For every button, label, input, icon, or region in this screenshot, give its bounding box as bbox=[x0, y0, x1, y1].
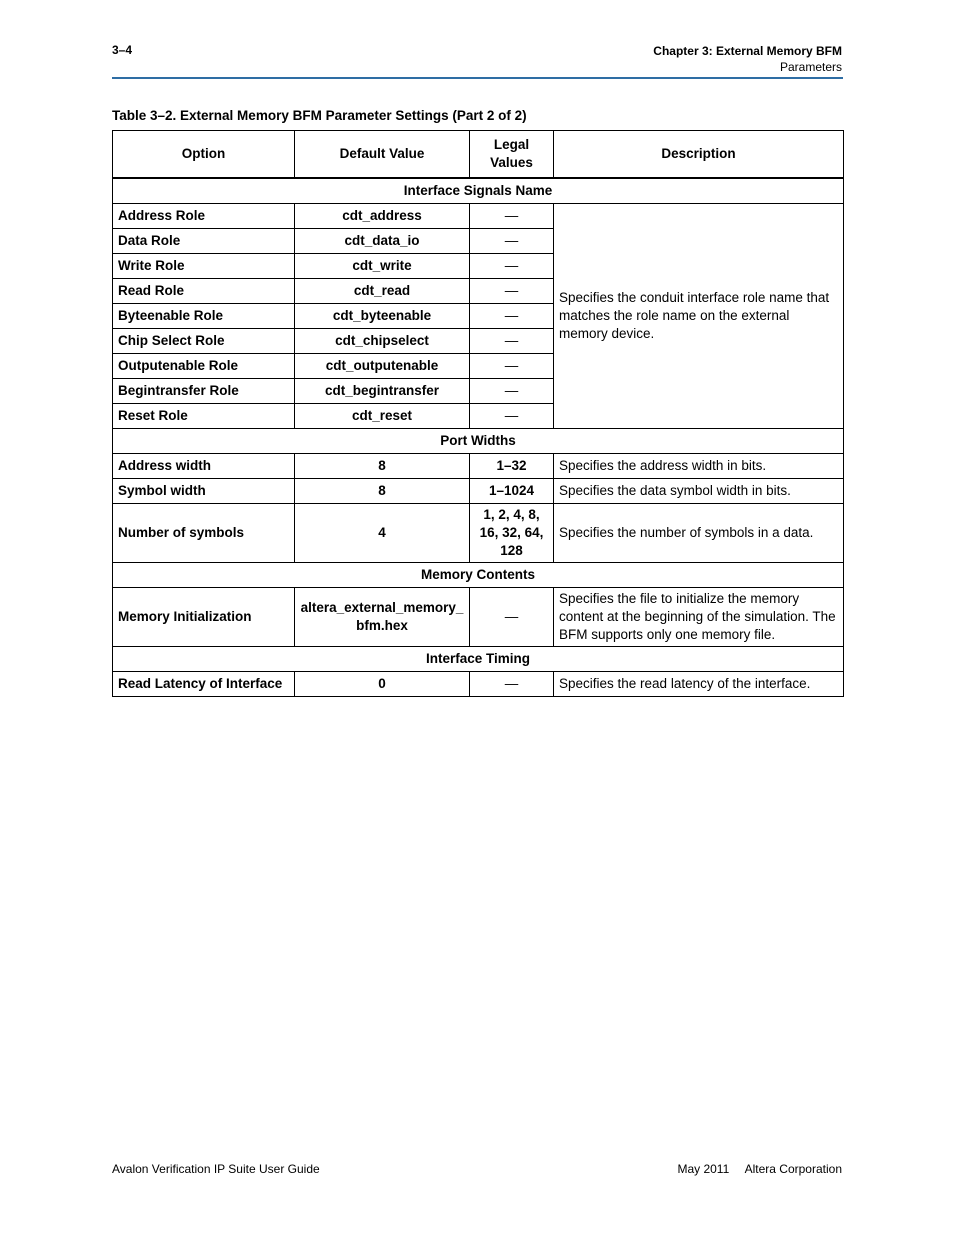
legal-cell: — bbox=[470, 254, 554, 279]
legal-cell: — bbox=[470, 354, 554, 379]
table-header-row bbox=[113, 131, 844, 179]
option-cell: Reset Role bbox=[113, 404, 295, 429]
legal-cell: — bbox=[470, 329, 554, 354]
section-row bbox=[113, 178, 844, 204]
footer-guide-title: Avalon Verification IP Suite User Guide bbox=[112, 1162, 320, 1176]
option-cell: Address Role bbox=[113, 204, 295, 229]
description-cell: Specifies the read latency of the interface. bbox=[554, 672, 844, 697]
col-header-legal-line2: Values bbox=[490, 155, 533, 170]
section-label: Memory Contents bbox=[113, 563, 844, 588]
legal-cell: — bbox=[470, 229, 554, 254]
table-caption: Table 3–2. External Memory BFM Parameter Settings (Part 2 of 2) bbox=[112, 108, 527, 123]
legal-cell: 1–1024 bbox=[470, 479, 554, 504]
default-cell: cdt_write bbox=[295, 254, 470, 279]
section-row bbox=[113, 647, 844, 672]
option-cell: Memory Initialization bbox=[113, 588, 295, 647]
section-row bbox=[113, 429, 844, 454]
default-cell: cdt_address bbox=[295, 204, 470, 229]
default-cell: cdt_begintransfer bbox=[295, 379, 470, 404]
option-cell: Read Role bbox=[113, 279, 295, 304]
option-cell: Symbol width bbox=[113, 479, 295, 504]
legal-cell: — bbox=[470, 588, 554, 647]
default-cell: 8 bbox=[295, 454, 470, 479]
default-cell: cdt_read bbox=[295, 279, 470, 304]
section-title: Parameters bbox=[779, 60, 842, 74]
footer-date: May 2011 bbox=[677, 1162, 730, 1176]
description-cell: Specifies the address width in bits. bbox=[554, 454, 844, 479]
description-cell: Specifies the file to initialize the memory content at the beginning of the simulation. The BFM supports only one memory file. bbox=[554, 588, 844, 647]
option-cell: Read Latency of Interface bbox=[113, 672, 295, 697]
section-label: Interface Signals Name bbox=[113, 178, 844, 204]
col-header-legal-line1: Legal bbox=[493, 137, 530, 152]
option-cell: Chip Select Role bbox=[113, 329, 295, 354]
option-cell: Data Role bbox=[113, 229, 295, 254]
running-header bbox=[653, 43, 842, 75]
table-row bbox=[113, 504, 844, 563]
option-cell: Number of symbols bbox=[113, 504, 295, 563]
footer-right bbox=[677, 1162, 842, 1176]
option-cell: Begintransfer Role bbox=[113, 379, 295, 404]
col-header-option: Option bbox=[113, 131, 295, 179]
default-cell: cdt_outputenable bbox=[295, 354, 470, 379]
section-row bbox=[113, 563, 844, 588]
table-row bbox=[113, 479, 844, 504]
table-row bbox=[113, 454, 844, 479]
description-cell: Specifies the data symbol width in bits. bbox=[554, 479, 844, 504]
legal-cell: 1–32 bbox=[470, 454, 554, 479]
section-label: Port Widths bbox=[113, 429, 844, 454]
parameter-table bbox=[112, 130, 844, 697]
chapter-title: Chapter 3: External Memory BFM bbox=[653, 44, 842, 58]
default-cell: 0 bbox=[295, 672, 470, 697]
option-cell: Write Role bbox=[113, 254, 295, 279]
table-row bbox=[113, 588, 844, 647]
description-cell: Specifies the conduit interface role name that matches the role name on the external memory device. bbox=[554, 204, 844, 429]
default-cell: 4 bbox=[295, 504, 470, 563]
option-cell: Address width bbox=[113, 454, 295, 479]
section-label: Interface Timing bbox=[113, 647, 844, 672]
option-cell: Outputenable Role bbox=[113, 354, 295, 379]
legal-cell: — bbox=[470, 404, 554, 429]
default-cell: 8 bbox=[295, 479, 470, 504]
default-cell: cdt_byteenable bbox=[295, 304, 470, 329]
footer-company: Altera Corporation bbox=[744, 1162, 842, 1176]
legal-cell: — bbox=[470, 304, 554, 329]
header-rule bbox=[112, 77, 843, 79]
table-row bbox=[113, 204, 844, 229]
page-number: 3–4 bbox=[112, 43, 133, 57]
description-cell: Specifies the number of symbols in a data. bbox=[554, 504, 844, 563]
legal-cell: 1, 2, 4, 8, 16, 32, 64, 128 bbox=[470, 504, 554, 563]
default-cell: cdt_chipselect bbox=[295, 329, 470, 354]
default-cell: cdt_data_io bbox=[295, 229, 470, 254]
default-cell: altera_external_memory_ bfm.hex bbox=[295, 588, 470, 647]
legal-cell: — bbox=[470, 379, 554, 404]
option-cell: Byteenable Role bbox=[113, 304, 295, 329]
default-cell: cdt_reset bbox=[295, 404, 470, 429]
legal-cell: — bbox=[470, 672, 554, 697]
col-header-legal bbox=[470, 131, 554, 179]
col-header-default: Default Value bbox=[295, 131, 470, 179]
table-row bbox=[113, 672, 844, 697]
legal-cell: — bbox=[470, 204, 554, 229]
legal-cell: — bbox=[470, 279, 554, 304]
col-header-description: Description bbox=[554, 131, 844, 179]
